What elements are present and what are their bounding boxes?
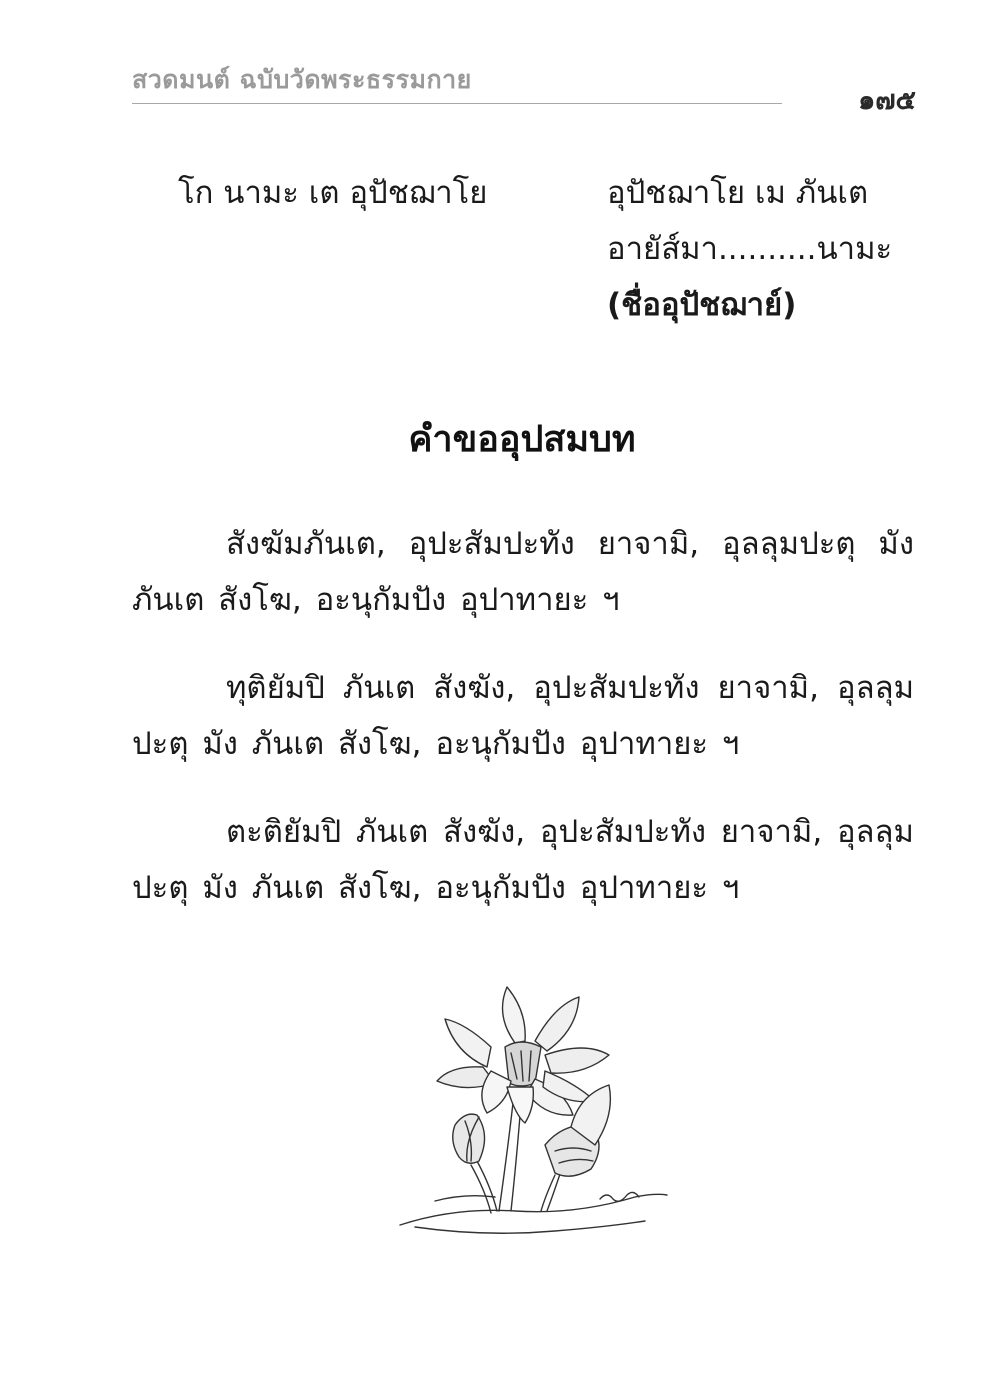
answer-note: (ชื่ออุปัชฌาย์) [607,287,797,323]
section-title: คำขออุปสมบท [408,419,636,460]
running-title: สวดมนต์ ฉบับวัดพระธรรมกาย [132,65,472,94]
paragraph-3: ตะติยัมปิ ภันเต สังฆัง, อุปะสัมปะทัง ยาจามิ, อุลลุมปะตุ มัง ภันเต สังโฆ, อะนุกัมปัง อุปาทายะ ฯ [132,814,914,906]
paragraph-1: สังฆัมภันเต, อุปะสัมปะทัง ยาจามิ, อุลลุมปะตุ มัง ภันเต สังโฆ, อะนุกัมปัง อุปาทายะ ฯ [132,526,914,618]
question-text: โก นามะ เต อุปัชฌาโย [178,175,488,211]
lotus-flower-icon [395,975,675,1245]
paragraph-2: ทุติยัมปิ ภันเต สังฆัง, อุปะสัมปะทัง ยาจามิ, อุลลุมปะตุ มัง ภันเต สังโฆ, อะนุกัมปัง อุปาทายะ ฯ [132,670,914,762]
header-rule [132,103,782,104]
answer-block [607,165,892,333]
page-number: ๑๗๕ [858,85,916,116]
answer-line-2: อายัส์มา..........นามะ [607,231,893,267]
answer-line-1: อุปัชฌาโย เม ภันเต [607,175,869,211]
